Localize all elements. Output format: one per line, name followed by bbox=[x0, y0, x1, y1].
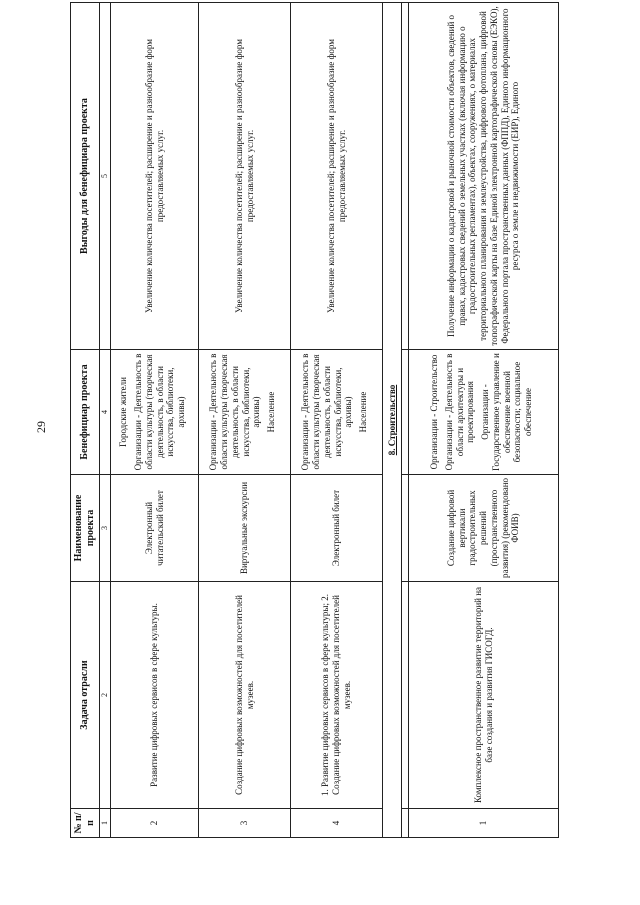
header-beneficiary: Бенефициар проекта bbox=[71, 350, 100, 475]
rotated-page-content bbox=[70, 6, 534, 838]
beneficiary-item: Организации - Строительство bbox=[428, 354, 439, 470]
page-number: 29 bbox=[34, 421, 48, 433]
column-number: 5 bbox=[100, 3, 111, 350]
beneficiary-item: Организации - Деятельность в области культуры (творческая деятельность, в области искусства, библиотеки, архивы) bbox=[300, 353, 354, 471]
beneficiary-item: Организации - Деятельность в области культуры (творческая деятельность, в области искусства, библиотеки, архивы) bbox=[132, 353, 187, 471]
table-row bbox=[199, 3, 291, 838]
beneficiary-item: Организации - Деятельность в области архитектуры и проектирования bbox=[443, 353, 476, 471]
beneficiary-item: Организации - Государственное управление и обеспечение военной безопасности; социальное обеспечение bbox=[480, 353, 534, 471]
row-num: 3 bbox=[199, 809, 291, 838]
row-benefits: Получение информации о кадастровой и рыночной стоимости объектов, сведений о правах, кадастровых сведений о земельных участках (включая информацию о градостроительных регламентах), объектах, сооружениях, о материалах территориального планирования и землеустройства, цифрового фотоплана, цифровой топографической карты на базе Единой электронной картографической основы (ЕЭКО), Федерального портала пространственных данных (ФППД), Единого информационного ресурса о земле и недвижимости (ЕИР), Единого bbox=[409, 3, 559, 350]
table-row bbox=[409, 3, 559, 838]
column-number: 4 bbox=[100, 350, 111, 475]
row-task: 1. Развитие цифровых сервисов в сфере культуры; 2. Создание цифровых возможностей для посетителей музеев. bbox=[291, 582, 383, 809]
row-num: 2 bbox=[111, 809, 199, 838]
spacer-row bbox=[402, 3, 409, 838]
row-beneficiary bbox=[111, 350, 199, 475]
beneficiary-item: Население bbox=[266, 391, 277, 433]
row-benefits: Увеличение количества посетителей; расширение и разнообразие форм предоставляемых услуг. bbox=[291, 3, 383, 350]
row-benefits: Увеличение количества посетителей; расширение и разнообразие форм предоставляемых услуг. bbox=[111, 3, 199, 350]
column-number-row bbox=[100, 3, 111, 838]
table-header-row bbox=[71, 3, 100, 838]
row-task: Комплексное пространственное развитие территорий на базе создания и развития ГИСОГД. bbox=[409, 582, 559, 809]
row-project: Электронный читательский билет bbox=[111, 475, 199, 582]
beneficiary-item: Население bbox=[358, 391, 369, 433]
column-number: 2 bbox=[100, 582, 111, 809]
row-task: Создание цифровых возможностей для посетителей музеев. bbox=[199, 582, 291, 809]
beneficiary-item: Организации - Деятельность в области культуры (творческая деятельность, в области искусства, библиотеки, архивы) bbox=[208, 353, 262, 471]
row-beneficiary bbox=[409, 350, 559, 475]
header-benefits: Выгоды для бенефициара проекта bbox=[71, 3, 100, 350]
header-task: Задача отрасли bbox=[71, 582, 100, 809]
section-title: 8. Строительство bbox=[383, 3, 402, 838]
row-benefits: Увеличение количества посетителей; расширение и разнообразие форм предоставляемых услуг. bbox=[199, 3, 291, 350]
row-beneficiary bbox=[291, 350, 383, 475]
row-project: Создание цифровой вертикали градостроительных решений (пространственного развития) (рекомендовано ФОИВ) bbox=[409, 475, 559, 582]
projects-table bbox=[70, 2, 559, 838]
column-number: 3 bbox=[100, 475, 111, 582]
section-row bbox=[383, 3, 402, 838]
header-project-name: Наименование проекта bbox=[71, 475, 100, 582]
row-num: 4 bbox=[291, 809, 383, 838]
beneficiary-item: Городские жители bbox=[118, 377, 129, 447]
column-number: 1 bbox=[100, 809, 111, 838]
row-beneficiary bbox=[199, 350, 291, 475]
table-row bbox=[111, 3, 199, 838]
row-num: 1 bbox=[409, 809, 559, 838]
table-row bbox=[291, 3, 383, 838]
row-task: Развитие цифровых сервисов в сфере культуры. bbox=[111, 582, 199, 809]
row-project: Виртуальные экскурсии bbox=[199, 475, 291, 582]
header-num: № п/п bbox=[71, 809, 100, 838]
row-project: Электронный билет bbox=[291, 475, 383, 582]
